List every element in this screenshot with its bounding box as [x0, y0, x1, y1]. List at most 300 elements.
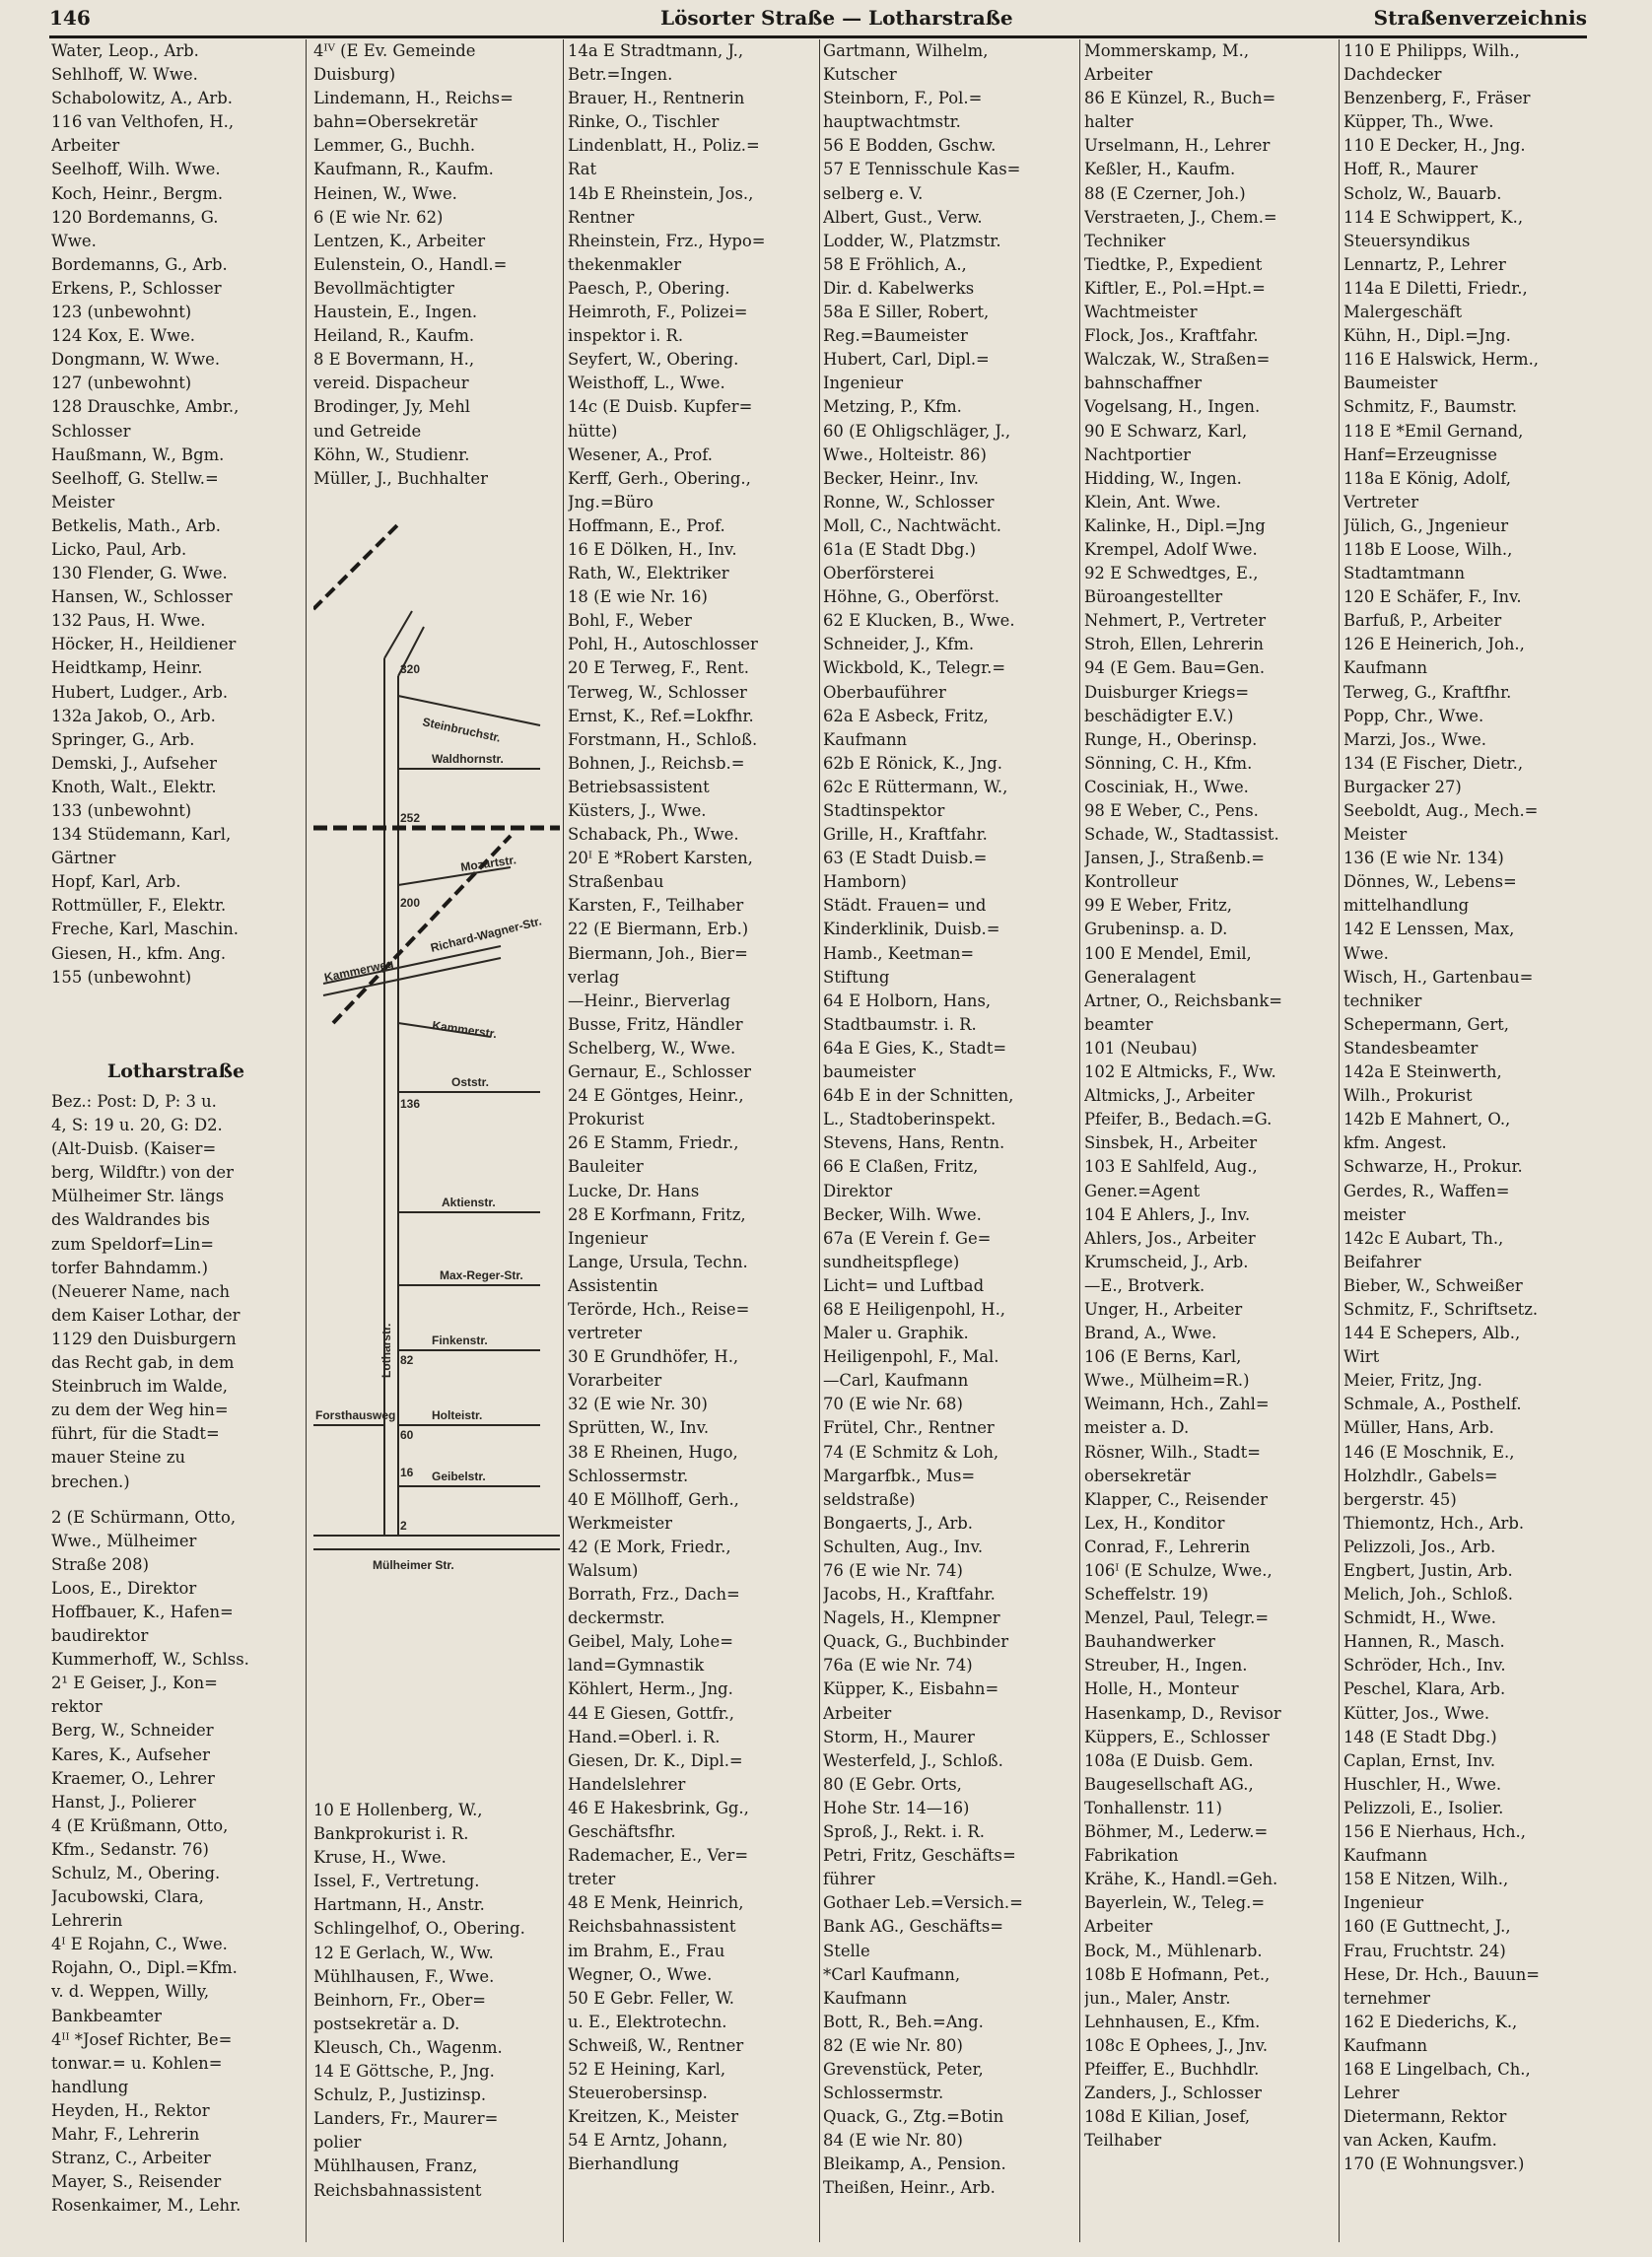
directory-entry-line: 86 E Künzel, R., Buch= — [1084, 89, 1276, 108]
directory-entry-line: Nehmert, P., Vertreter — [1084, 611, 1267, 631]
directory-entry-line: Wachtmeister — [1084, 303, 1198, 322]
directory-entry-line: 118b E Loose, Wilh., — [1343, 539, 1513, 559]
directory-entry-line: v. d. Weppen, Willy, — [51, 1982, 210, 2002]
directory-entry-line: 144 E Schepers, Alb., — [1343, 1324, 1521, 1343]
directory-entry-line: Schade, W., Stadtassist. — [1084, 825, 1279, 845]
directory-entry-line: Krempel, Adolf Wwe. — [1084, 539, 1258, 559]
directory-entry-line: 162 E Diederichs, K., — [1343, 2012, 1518, 2031]
directory-entry-line: Direktor — [823, 1181, 893, 1200]
directory-entry-line: 42 (E Mork, Friedr., — [568, 1537, 731, 1556]
directory-entry-line: Wirt — [1343, 1347, 1380, 1367]
directory-entry-line: Ingenieur — [1343, 1893, 1424, 1913]
directory-entry-line: Licht= und Luftbad — [823, 1275, 985, 1295]
directory-entry-line: 76a (E wie Nr. 74) — [823, 1656, 973, 1676]
directory-entry-line: mauer Steine zu — [51, 1448, 186, 1468]
column-4 — [823, 39, 1074, 2242]
directory-entry-line: Marzi, Jos., Wwe. — [1343, 729, 1486, 749]
map-label-kammerstr: Kammerstr. — [431, 1018, 498, 1042]
directory-entry-line: u. E., Elektrotechn. — [568, 2012, 727, 2031]
directory-entry-line: 62b E Rönick, K., Jng. — [823, 753, 1002, 773]
directory-entry-line: Pohl, H., Autoschlosser — [568, 635, 758, 654]
directory-entry-line: Teilhaber — [1084, 2131, 1162, 2151]
directory-entry-line: Rentner — [568, 207, 635, 227]
directory-entry-line: rektor — [51, 1697, 103, 1717]
directory-entry-line: Gartmann, Wilhelm, — [823, 41, 989, 60]
directory-entry-line: 14a E Stradtmann, J., — [568, 41, 744, 60]
directory-entry-line: 158 E Nitzen, Wilh., — [1343, 1870, 1509, 1889]
directory-entry-line: Kleusch, Ch., Wagenm. — [313, 2037, 503, 2057]
directory-entry-line: 20 E Terweg, F., Rent. — [568, 658, 749, 678]
directory-entry-line: Küsters, J., Wwe. — [568, 801, 707, 820]
directory-entry-line: Städt. Frauen= und — [823, 896, 987, 916]
column-divider — [563, 39, 564, 2242]
map-label-holteistr: Holteistr. — [432, 1408, 483, 1422]
directory-entry-line: Bott, R., Beh.=Ang. — [823, 2012, 984, 2031]
directory-entry-line: 114 E Schwippert, K., — [1343, 207, 1524, 227]
directory-entry-line: Baugesellschaft AG., — [1084, 1774, 1254, 1794]
directory-entry-line: Fabrikation — [1084, 1846, 1179, 1866]
directory-entry-line: Wisch, H., Gartenbau= — [1343, 967, 1534, 987]
directory-entry-line: Sprütten, W., Inv. — [568, 1418, 710, 1438]
directory-entry-line: Hidding, W., Ingen. — [1084, 468, 1242, 488]
directory-entry-line: Bevollmächtigter — [313, 278, 454, 298]
map-label-lotharstr: Lotharstr. — [379, 1323, 393, 1378]
directory-entry-line: Bieber, W., Schweißer — [1343, 1275, 1523, 1295]
directory-entry-line: Terweg, G., Kraftfhr. — [1343, 682, 1512, 702]
directory-entry-line: meister a. D. — [1084, 1418, 1190, 1438]
directory-entry-line: Engbert, Justin, Arb. — [1343, 1561, 1513, 1580]
directory-entry-line: Lehrerin — [51, 1911, 123, 1931]
directory-entry-line: und Getreide — [313, 421, 422, 441]
directory-entry-line: 28 E Korfmann, Fritz, — [568, 1204, 746, 1224]
directory-entry-line: Giesen, H., kfm. Ang. — [51, 943, 227, 963]
directory-entry-line: hauptwachtmstr. — [823, 112, 961, 132]
directory-entry-line: 20ᴵ E *Robert Karsten, — [568, 849, 753, 868]
directory-entry-line: Tiedtke, P., Expedient — [1084, 254, 1263, 274]
directory-entry-line: Bankprokurist i. R. — [313, 1824, 469, 1844]
directory-entry-line: seldstraße) — [823, 1489, 916, 1509]
directory-entry-line: 128 Drauschke, Ambr., — [51, 397, 240, 417]
directory-entry-line: 120 E Schäfer, F., Inv. — [1343, 587, 1522, 607]
directory-entry-line: Straßenbau — [568, 872, 664, 892]
directory-entry-line: polier — [313, 2133, 362, 2153]
directory-entry-line: Lindenblatt, H., Poliz.= — [568, 136, 760, 156]
directory-entry-line: 168 E Lingelbach, Ch., — [1343, 2059, 1531, 2079]
directory-entry-line: 124 Kox, E. Wwe. — [51, 326, 196, 346]
directory-entry-line: 58a E Siller, Robert, — [823, 303, 990, 322]
directory-entry-line: Freche, Karl, Maschin. — [51, 920, 239, 939]
directory-entry-line: 132 Paus, H. Wwe. — [51, 611, 206, 631]
directory-entry-line: brechen.) — [51, 1471, 130, 1491]
directory-entry-line: zum Speldorf=Lin= — [51, 1234, 215, 1254]
map-housenumber: 2 — [400, 1519, 407, 1533]
directory-entry-line: Seeboldt, Aug., Mech.= — [1343, 801, 1539, 820]
directory-entry-line: Mommerskamp, M., — [1084, 41, 1250, 60]
directory-entry-line: land=Gymnastik — [568, 1656, 705, 1676]
directory-entry-line: Ahlers, Jos., Arbeiter — [1084, 1228, 1256, 1248]
street-map — [313, 511, 560, 1688]
page-number: 146 — [49, 6, 91, 30]
directory-entry-line: bergerstr. 45) — [1343, 1489, 1457, 1509]
directory-entry-line: 18 (E wie Nr. 16) — [568, 587, 708, 607]
map-label-waldhornstr: Waldhornstr. — [432, 752, 504, 766]
directory-entry-line: Techniker — [1084, 231, 1166, 250]
directory-entry-line: 60 (E Ohligschläger, J., — [823, 421, 1011, 441]
directory-entry-line: des Waldrandes bis — [51, 1210, 210, 1230]
directory-entry-line: Rinke, O., Tischler — [568, 112, 720, 132]
directory-entry-line: Bank AG., Geschäfts= — [823, 1917, 1004, 1937]
directory-entry-line: Urselmann, H., Lehrer — [1084, 136, 1271, 156]
directory-entry-line: 92 E Schwedtges, E., — [1084, 564, 1259, 583]
directory-entry-line: Sehlhoff, W. Wwe. — [51, 65, 198, 85]
directory-entry-line: Müller, J., Buchhalter — [313, 468, 488, 488]
directory-entry-line: Water, Leop., Arb. — [51, 41, 199, 60]
directory-entry-line: mittelhandlung — [1343, 896, 1470, 916]
directory-entry-line: Quack, G., Buchbinder — [823, 1632, 1009, 1652]
directory-entry-line: Klapper, C., Reisender — [1084, 1489, 1268, 1509]
directory-entry-line: Kinderklinik, Duisb.= — [823, 920, 1000, 939]
directory-entry-line: Hansen, W., Schlosser — [51, 587, 233, 607]
directory-entry-line: Schaback, Ph., Wwe. — [568, 825, 739, 845]
directory-entry-line: 148 (E Stadt Dbg.) — [1343, 1727, 1497, 1746]
directory-entry-line: 14b E Rheinstein, Jos., — [568, 183, 754, 203]
directory-entry-line: Höhne, G., Oberförst. — [823, 587, 999, 607]
directory-entry-line: 146 (E Moschnik, E., — [1343, 1442, 1515, 1462]
directory-entry-line: beamter — [1084, 1014, 1153, 1034]
directory-entry-line: baumeister — [823, 1062, 916, 1082]
directory-entry-line: Duisburger Kriegs= — [1084, 682, 1250, 702]
column-divider — [819, 39, 820, 2242]
directory-entry-line: 134 Stüdemann, Karl, — [51, 825, 232, 845]
directory-entry-line: 48 E Menk, Heinrich, — [568, 1893, 744, 1913]
directory-entry-line: Kreitzen, K., Meister — [568, 2107, 739, 2127]
directory-entry-line: 142 E Lenssen, Max, — [1343, 920, 1515, 939]
directory-entry-line: sundheitspflege) — [823, 1252, 960, 1271]
directory-entry-line: Rat — [568, 160, 597, 179]
directory-entry-line: führer — [823, 1870, 875, 1889]
directory-entry-line: Stadtbaumstr. i. R. — [823, 1014, 977, 1034]
directory-entry-line: Kaufmann, R., Kaufm. — [313, 160, 494, 179]
directory-entry-line: 94 (E Gem. Bau=Gen. — [1084, 658, 1266, 678]
directory-entry-line: vereid. Dispacheur — [313, 374, 469, 393]
directory-entry-line: Wwe. — [51, 231, 97, 250]
directory-entry-line: Schulten, Aug., Inv. — [823, 1537, 984, 1556]
directory-entry-line: torfer Bahndamm.) — [51, 1258, 208, 1277]
map-housenumber: 200 — [400, 896, 421, 910]
street-listing — [51, 1506, 301, 2219]
directory-entry-line: Hoffbauer, K., Hafen= — [51, 1602, 234, 1621]
directory-entry-line: Karsten, F., Teilhaber — [568, 896, 744, 916]
directory-entry-line: Stranz, C., Arbeiter — [51, 2149, 211, 2168]
directory-entry-line: Albert, Gust., Verw. — [823, 207, 983, 227]
directory-entry-line: Schlingelhof, O., Obering. — [313, 1919, 525, 1939]
map-housenumber: 136 — [400, 1097, 421, 1111]
directory-entry-line: Steinborn, F., Pol.= — [823, 89, 983, 108]
directory-entry-line: Huschler, H., Wwe. — [1343, 1774, 1502, 1794]
directory-entry-line: Schmale, A., Posthelf. — [1343, 1395, 1522, 1414]
directory-entry-line: 58 E Fröhlich, A., — [823, 254, 967, 274]
directory-entry-line: Springer, G., Arb. — [51, 729, 195, 749]
directory-entry-line: Dönnes, W., Lebens= — [1343, 872, 1517, 892]
directory-entry-line: Assistentin — [568, 1275, 658, 1295]
directory-entry-line: Busse, Fritz, Händler — [568, 1014, 743, 1034]
directory-entry-line: 123 (unbewohnt) — [51, 303, 192, 322]
directory-entry-line: Metzing, P., Kfm. — [823, 397, 962, 417]
map-housenumber: 320 — [400, 662, 421, 676]
directory-entry-line: Kaufmann — [823, 729, 908, 749]
directory-entry-line: Gernaur, E., Schlosser — [568, 1062, 751, 1082]
directory-entry-line: Meister — [51, 492, 115, 512]
directory-entry-line: Stadtamtmann — [1343, 564, 1465, 583]
directory-entry-line: Standesbeamter — [1343, 1038, 1479, 1058]
directory-entry-line: Brauer, H., Rentnerin — [568, 89, 745, 108]
directory-entry-line: 4ᴵ E Rojahn, C., Wwe. — [51, 1935, 228, 1954]
directory-entry-line: Kaufmann — [1343, 1846, 1428, 1866]
directory-entry-line: Knoth, Walt., Elektr. — [51, 777, 217, 796]
directory-entry-line: Ingenieur — [568, 1228, 649, 1248]
directory-entry-line: Hopf, Karl, Arb. — [51, 872, 181, 892]
directory-entry-line: Loos, E., Direktor — [51, 1578, 197, 1598]
directory-entry-line: Küpper, Th., Wwe. — [1343, 112, 1494, 132]
directory-entry-line: Haußmann, W., Bgm. — [51, 445, 225, 464]
directory-entry-line: 30 E Grundhöfer, H., — [568, 1347, 739, 1367]
directory-entry-line: Jülich, G., Jngenieur — [1343, 515, 1509, 535]
directory-entry-line: 106 (E Berns, Karl, — [1084, 1347, 1242, 1367]
map-label-geibelstr: Geibelstr. — [432, 1470, 486, 1483]
directory-entry-line: Brand, A., Wwe. — [1084, 1324, 1217, 1343]
directory-entry-line: Moll, C., Nachtwächt. — [823, 515, 1001, 535]
directory-entry-line: Oberbauführer — [823, 682, 946, 702]
directory-entry-line: 57 E Tennisschule Kas= — [823, 160, 1021, 179]
column-2 — [313, 39, 560, 2242]
directory-entry-line: Runge, H., Oberinsp. — [1084, 729, 1258, 749]
directory-entry-line: Becker, Heinr., Inv. — [823, 468, 980, 488]
directory-entry-line: Generalagent — [1084, 967, 1197, 987]
directory-entry-line: Pelizzoli, Jos., Arb. — [1343, 1537, 1496, 1556]
directory-entry-line: Wwe. — [1343, 943, 1389, 963]
directory-entry-line: 142c E Aubart, Th., — [1343, 1228, 1504, 1248]
directory-entry-line: Lemmer, G., Buchh. — [313, 136, 476, 156]
directory-entry-line: L., Stadtoberinspekt. — [823, 1110, 997, 1129]
directory-entry-line: 82 (E wie Nr. 80) — [823, 2035, 963, 2055]
directory-entry-line: Küppers, E., Schlosser — [1084, 1727, 1270, 1746]
directory-entry-line: Heyden, H., Rektor — [51, 2100, 210, 2120]
directory-entry-line: Schulz, P., Justizinsp. — [313, 2086, 487, 2105]
directory-entry-line: Vorarbeiter — [568, 1371, 662, 1391]
directory-entry-line: Weisthoff, L., Wwe. — [568, 374, 725, 393]
directory-entry-line: 6 (E wie Nr. 62) — [313, 207, 444, 227]
directory-entry-line: Stadtinspektor — [823, 801, 945, 820]
directory-entry-line: Hand.=Oberl. i. R. — [568, 1727, 721, 1746]
directory-entry-line: meister — [1343, 1204, 1407, 1224]
directory-entry-line: 116 E Halswick, Herm., — [1343, 350, 1539, 370]
map-label-forsthausweg: Forsthausweg — [315, 1408, 396, 1422]
directory-entry-line: Lange, Ursula, Techn. — [568, 1252, 748, 1271]
directory-entry-line: Hasenkamp, D., Revisor — [1084, 1703, 1281, 1723]
directory-entry-line: 84 (E wie Nr. 80) — [823, 2131, 963, 2151]
directory-entry-line: Geibel, Maly, Lohe= — [568, 1632, 733, 1652]
directory-entry-line: 10 E Hollenberg, W., — [313, 1801, 483, 1819]
directory-entry-line: Quack, G., Ztg.=Botin — [823, 2107, 1004, 2127]
directory-entry-line: Scholz, W., Bauarb. — [1343, 183, 1502, 203]
directory-entry-line: Bock, M., Mühlenarb. — [1084, 1941, 1263, 1960]
directory-entry-line: Gerdes, R., Waffen= — [1343, 1181, 1510, 1200]
directory-entry-line: Baumeister — [1343, 374, 1438, 393]
directory-entry-line: Jacobs, H., Kraftfahr. — [823, 1585, 996, 1605]
directory-entry-line: Bayerlein, W., Teleg.= — [1084, 1893, 1266, 1913]
directory-entry-line: Grubeninsp. a. D. — [1084, 920, 1228, 939]
directory-entry-line: 32 (E wie Nr. 30) — [568, 1395, 708, 1414]
directory-entry-line: Frütel, Chr., Rentner — [823, 1418, 995, 1438]
directory-entry-line: 155 (unbewohnt) — [51, 967, 192, 987]
directory-entry-line: Heidtkamp, Heinr. — [51, 658, 203, 678]
map-label-steinbruchstr: Steinbruchstr. — [421, 715, 503, 745]
directory-entry-line: inspektor i. R. — [568, 326, 684, 346]
directory-entry-line: Frau, Fruchtstr. 24) — [1343, 1941, 1506, 1960]
directory-entry-line: Beinhorn, Fr., Ober= — [313, 1990, 487, 2010]
directory-entry-line: 4ᴵᴵ *Josef Richter, Be= — [51, 2029, 233, 2049]
directory-entry-line: Giesen, Dr. K., Dipl.= — [568, 1750, 743, 1770]
directory-entry-line: 156 E Nierhaus, Hch., — [1343, 1822, 1526, 1842]
directory-entry-line: Krähe, K., Handl.=Geh. — [1084, 1870, 1278, 1889]
directory-entry-line: Hoffmann, E., Prof. — [568, 515, 725, 535]
directory-entry-line: Kummerhoff, W., Schlss. — [51, 1650, 249, 1670]
directory-entry-line: 118 E *Emil Gernand, — [1343, 421, 1524, 441]
directory-entry-line: Hanf=Erzeugnisse — [1343, 445, 1497, 464]
directory-entry-line: Wilh., Prokurist — [1343, 1086, 1473, 1106]
directory-entry-line: Grevenstück, Peter, — [823, 2059, 984, 2079]
directory-entry-line: (Alt-Duisb. (Kaiser= — [51, 1139, 217, 1159]
directory-entry-line: 46 E Hakesbrink, Gg., — [568, 1798, 749, 1817]
column-1 — [51, 39, 301, 2242]
directory-entry-line: 110 E Decker, H., Jng. — [1343, 136, 1526, 156]
directory-entry-line: Dir. d. Kabelwerks — [823, 278, 975, 298]
directory-entry-line: Jng.=Büro — [568, 492, 654, 512]
directory-entry-line: 70 (E wie Nr. 68) — [823, 1395, 963, 1414]
directory-entry-line: vertreter — [568, 1324, 643, 1343]
directory-entry-line: 52 E Heining, Karl, — [568, 2059, 726, 2079]
directory-entry-line: Kraemer, O., Lehrer — [51, 1768, 215, 1788]
directory-entry-line: Kütter, Jos., Wwe. — [1343, 1703, 1490, 1723]
directory-entry-line: Rottmüller, F., Elektr. — [51, 896, 227, 916]
directory-entry-line: dem Kaiser Lothar, der — [51, 1305, 241, 1325]
listing-upper — [313, 39, 560, 488]
directory-entry-line: Betkelis, Math., Arb. — [51, 515, 221, 535]
directory-entry-line: berg, Wildftr.) von der — [51, 1163, 234, 1183]
directory-entry-line: Hartmann, H., Anstr. — [313, 1895, 485, 1915]
directory-entry-line: Schneider, J., Kfm. — [823, 635, 975, 654]
directory-entry-line: Nachtportier — [1084, 445, 1191, 464]
directory-entry-line: Meister — [1343, 825, 1408, 845]
directory-entry-line: verlag — [568, 967, 620, 987]
directory-entry-line: Wwe., Holteistr. 86) — [823, 445, 987, 464]
directory-entry-line: Ingenieur — [823, 374, 904, 393]
directory-entry-line: Geschäftsfhr. — [568, 1822, 676, 1842]
directory-entry-line: Schelberg, W., Wwe. — [568, 1038, 736, 1058]
directory-entry-line: Meier, Fritz, Jng. — [1343, 1371, 1482, 1391]
directory-entry-line: Stevens, Hans, Rentn. — [823, 1133, 1005, 1153]
map-housenumber: 16 — [400, 1466, 414, 1479]
directory-entry-line: Menzel, Paul, Telegr.= — [1084, 1608, 1270, 1628]
directory-entry-line: Kühn, H., Dipl.=Jng. — [1343, 326, 1511, 346]
directory-entry-line: 50 E Gebr. Feller, W. — [568, 1988, 734, 2008]
directory-entry-line: Kalinke, H., Dipl.=Jng — [1084, 515, 1266, 535]
directory-entry-line: Steinbruch im Walde, — [51, 1377, 228, 1397]
directory-entry-line: hütte) — [568, 421, 618, 441]
directory-entry-line: Kutscher — [823, 65, 897, 85]
directory-entry-line: deckermstr. — [568, 1608, 665, 1628]
directory-entry-line: Hese, Dr. Hch., Bauun= — [1343, 1964, 1540, 1984]
directory-entry-line: 127 (unbewohnt) — [51, 374, 192, 393]
street-map-svg — [313, 511, 560, 1688]
directory-entry-line: Brodinger, Jy, Mehl — [313, 397, 471, 417]
directory-entry-line: Petri, Fritz, Geschäfts= — [823, 1846, 1016, 1866]
directory-entry-line: Kaufmann — [1343, 2035, 1428, 2055]
column-divider — [1339, 39, 1340, 2242]
directory-entry-line: 133 (unbewohnt) — [51, 801, 192, 820]
directory-entry-line: Seyfert, W., Obering. — [568, 350, 739, 370]
column-3 — [568, 39, 819, 2242]
directory-entry-line: Arbeiter — [823, 1703, 892, 1723]
directory-entry-line: 54 E Arntz, Johann, — [568, 2131, 728, 2151]
directory-entry-line: 56 E Bodden, Gschw. — [823, 136, 997, 156]
directory-entry-line: Duisburg) — [313, 65, 396, 85]
directory-entry-line: —E., Brotverk. — [1084, 1275, 1205, 1295]
directory-entry-line: bahnschaffner — [1084, 374, 1203, 393]
directory-entry-line: 104 E Ahlers, J., Inv. — [1084, 1204, 1251, 1224]
directory-entry-line: Sinsbek, H., Arbeiter — [1084, 1133, 1258, 1153]
directory-entry-line: 88 (E Czerner, Joh.) — [1084, 183, 1246, 203]
directory-entry-line: Bohl, F., Weber — [568, 611, 692, 631]
directory-entry-line: Sproß, J., Rekt. i. R. — [823, 1822, 985, 1842]
directory-entry-line: Straße 208) — [51, 1554, 149, 1574]
directory-entry-line: beschädigter E.V.) — [1084, 706, 1234, 725]
directory-entry-line: zu dem der Weg hin= — [51, 1401, 229, 1420]
directory-entry-line: 108b E Hofmann, Pet., — [1084, 1964, 1271, 1984]
directory-entry-line: 136 (E wie Nr. 134) — [1343, 849, 1504, 868]
directory-entry-line: Betriebsassistent — [568, 777, 710, 796]
listing-lower — [313, 1799, 560, 2203]
directory-entry-line: Popp, Chr., Wwe. — [1343, 706, 1484, 725]
directory-entry-line: Köhlert, Herm., Jng. — [568, 1679, 733, 1699]
directory-entry-line: Prokurist — [568, 1110, 645, 1129]
directory-entry-line: Peschel, Klara, Arb. — [1343, 1679, 1506, 1699]
directory-entry-line: Mülheimer Str. längs — [51, 1187, 225, 1206]
directory-entry-line: 74 (E Schmitz & Loh, — [823, 1442, 999, 1462]
directory-entry-line: 24 E Göntges, Heinr., — [568, 1086, 744, 1106]
directory-entry-line: Schlossermstr. — [568, 1466, 689, 1485]
directory-entry-line: 108c E Ophees, J., Jnv. — [1084, 2035, 1269, 2055]
map-housenumber: 82 — [400, 1353, 414, 1367]
directory-entry-line: Bongaerts, J., Arb. — [823, 1513, 973, 1533]
directory-entry-line: 160 (E Guttnecht, J., — [1343, 1917, 1511, 1937]
directory-entry-line: Altmicks, J., Arbeiter — [1084, 1086, 1255, 1106]
directory-entry-line: 98 E Weber, C., Pens. — [1084, 801, 1259, 820]
directory-entry-line: Lennartz, P., Lehrer — [1343, 254, 1506, 274]
directory-entry-line: Seelhoff, G. Stellw.= — [51, 468, 219, 488]
directory-entry-line: Köhn, W., Studienr. — [313, 445, 470, 464]
directory-entry-line: 68 E Heiligenpohl, H., — [823, 1299, 1006, 1319]
directory-entry-line: Werkmeister — [568, 1513, 672, 1533]
directory-entry-line: Rademacher, E., Ver= — [568, 1846, 749, 1866]
directory-entry-line: bahn=Obersekretär — [313, 112, 478, 132]
map-label-kammerweg: Kammerweg — [322, 956, 395, 985]
directory-entry-line: 4 (E Krüßmann, Otto, — [51, 1815, 229, 1835]
directory-entry-line: selberg e. V. — [823, 183, 924, 203]
directory-entry-line: handlung — [51, 2077, 129, 2096]
directory-entry-line: Hoff, R., Maurer — [1343, 160, 1479, 179]
directory-entry-line: Rath, W., Elektriker — [568, 564, 729, 583]
